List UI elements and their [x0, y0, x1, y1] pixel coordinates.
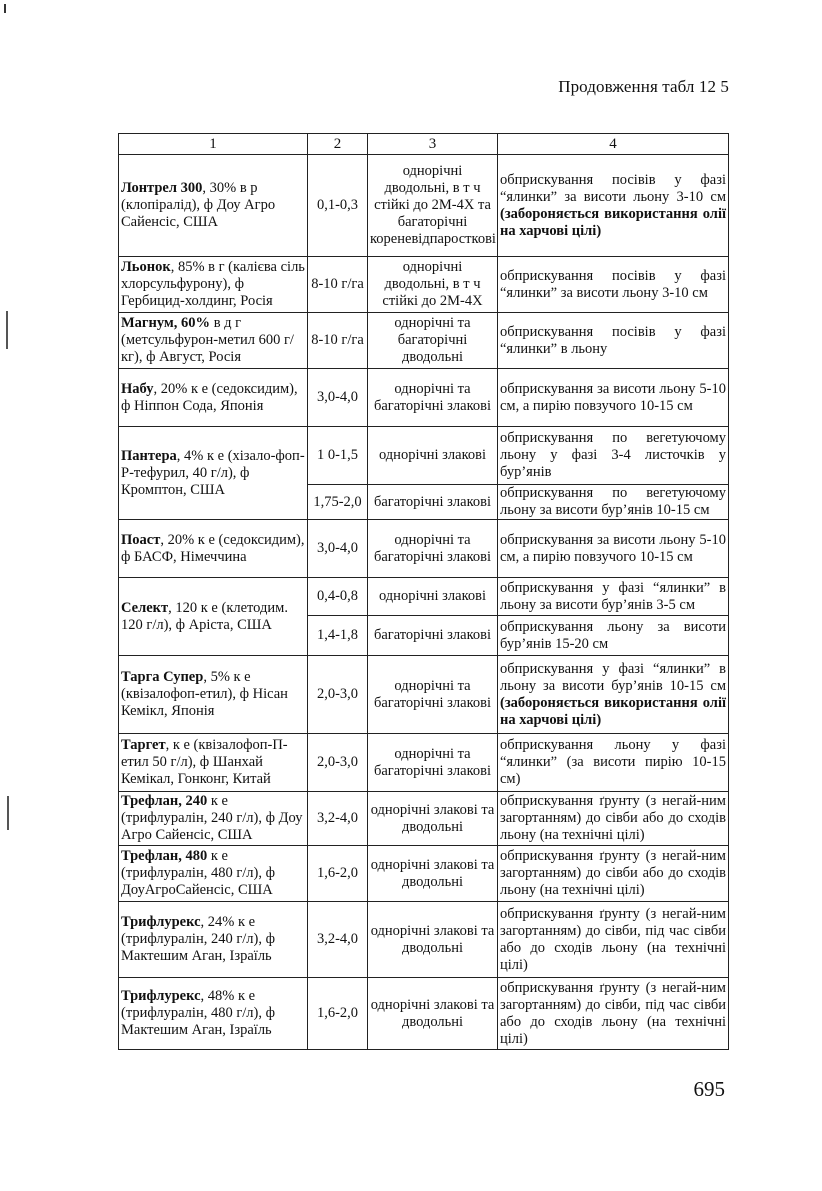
preparation-name: Трефлан, 240 — [121, 793, 208, 809]
table-row — [119, 257, 729, 313]
weeds-cell: однорічні та багаторічні злакові — [368, 734, 498, 792]
dose-cell: 2,0-3,0 — [308, 656, 368, 734]
method-cell — [498, 902, 729, 978]
herbicide-table — [118, 133, 729, 1050]
preparation-name: Лонтрел 300 — [121, 180, 203, 196]
dose-cell: 2,0-3,0 — [308, 734, 368, 792]
method-text: обприскування у фазі “ялинки” в льону за висоти бур’янів 3-5 см — [500, 579, 726, 613]
preparation-details: к е (трифлуралін, 240 г/л), ф Доу Агро Сайенсіс, США — [121, 793, 303, 843]
weeds-cell: однорічні злакові — [368, 578, 498, 616]
preparation-details: , 4% к е (хізало-фоп-Р-тефурил, 40 г/л), ф Кромптон, США — [121, 447, 305, 498]
scan-mark — [6, 311, 8, 349]
method-text: обприскування ґрунту (з негай-ним загортанням) до сівби або до сходів льону (на технічні цілі) — [500, 848, 726, 898]
preparation-details: , 120 к е (клетодим. 120 г/л), ф Аріста, США — [121, 599, 288, 633]
preparation-cell — [119, 427, 308, 520]
preparation-details: , 30% в р (клопіралід), ф Доу Агро Сайенсіс, США — [121, 180, 276, 230]
table-row — [119, 369, 729, 427]
weeds-cell: однорічні та багаторічні злакові — [368, 656, 498, 734]
method-cell — [498, 846, 729, 902]
table-row — [119, 792, 729, 846]
method-cell — [498, 978, 729, 1050]
weeds-cell: однорічні та багаторічні дводольні — [368, 313, 498, 369]
preparation-name: Тарга Супер — [121, 669, 204, 685]
weeds-cell: однорічні дводольні, в т ч стійкі до 2М-4Х — [368, 257, 498, 313]
header-row — [119, 134, 729, 155]
table-row — [119, 578, 729, 616]
preparation-details: , 48% к е (трифлуралін, 480 г/л), ф Мактешим Аган, Ізраїль — [121, 988, 276, 1038]
preparation-name: Трифлурекс — [121, 914, 201, 930]
preparation-cell — [119, 734, 308, 792]
method-text: обприскування за висоти льону 5-10 см, а пирію повзучого 10-15 см — [500, 531, 726, 565]
preparation-name: Трифлурекс — [121, 988, 201, 1004]
weeds-cell: однорічні злакові та дводольні — [368, 978, 498, 1050]
preparation-cell — [119, 792, 308, 846]
method-note: (забороняється використання олії на харчові цілі) — [500, 694, 726, 728]
method-text: обприскування посівів у фазі “ялинки” за висоти льону 3-10 см — [500, 267, 726, 301]
preparation-cell — [119, 978, 308, 1050]
method-note: (забороняється використання олії на харчові цілі) — [500, 205, 726, 239]
preparation-name: Льонок — [121, 259, 171, 275]
method-cell — [498, 792, 729, 846]
dose-cell: 0,4-0,8 — [308, 578, 368, 616]
column-header: 4 — [498, 134, 729, 155]
weeds-cell: однорічні та багаторічні злакові — [368, 520, 498, 578]
table-row — [119, 978, 729, 1050]
preparation-name: Таргет — [121, 737, 166, 753]
table-row — [119, 313, 729, 369]
method-text: обприскування ґрунту (з негай-ним загортанням) до сівби або до сходів льону (на технічні цілі) — [500, 793, 726, 843]
method-cell — [498, 313, 729, 369]
preparation-cell — [119, 656, 308, 734]
table-row — [119, 155, 729, 257]
dose-cell: 3,2-4,0 — [308, 792, 368, 846]
method-cell — [498, 257, 729, 313]
method-text: обприскування льону у фазі “ялинки” (за висоти пирію 10-15 см) — [500, 737, 726, 787]
dose-cell: 3,0-4,0 — [308, 520, 368, 578]
method-cell — [498, 734, 729, 792]
preparation-name: Пантера — [121, 447, 177, 464]
method-cell — [498, 485, 729, 520]
method-text: обприскування за висоти льону 5-10 см, а пирію повзучого 10-15 см — [500, 380, 726, 414]
column-header: 2 — [308, 134, 368, 155]
preparation-details: к е (трифлуралін, 480 г/л), ф ДоуАгроСайенсіс, США — [121, 848, 276, 898]
preparation-name: Набу — [121, 380, 154, 397]
method-text: обприскування посівів у фазі “ялинки” за висоти льону 3-10 см — [500, 171, 726, 205]
method-cell — [498, 520, 729, 578]
method-text: обприскування льону за висоти бур’янів 15-20 см — [500, 618, 726, 652]
weeds-cell: однорічні та багаторічні злакові — [368, 369, 498, 427]
preparation-cell — [119, 846, 308, 902]
preparation-details: , 20% к е (седоксидим), ф БАСФ, Німеччина — [121, 531, 305, 565]
dose-cell: 1,75-2,0 — [308, 485, 368, 520]
preparation-name: Магнум, 60% — [121, 315, 211, 331]
scan-mark — [4, 4, 6, 13]
preparation-name: Трефлан, 480 — [121, 848, 208, 864]
dose-cell: 3,0-4,0 — [308, 369, 368, 427]
method-text: обприскування по вегетуючому льону за висоти бур’янів 10-15 см — [500, 485, 726, 518]
dose-cell: 8-10 г/га — [308, 257, 368, 313]
column-header: 3 — [368, 134, 498, 155]
table-row — [119, 427, 729, 485]
method-text: обприскування по вегетуючому льону у фазі 3-4 листочків у бур’янів — [500, 430, 726, 480]
method-cell — [498, 616, 729, 656]
method-text: обприскування ґрунту (з негай-ним загортанням) до сівби, під час сівби або до сходів льону (на технічні цілі) — [500, 905, 726, 973]
preparation-details: , 5% к е (квізалофоп-етил), ф Нісан Кемікл, Японія — [121, 669, 288, 719]
scan-mark — [7, 796, 9, 830]
method-cell — [498, 155, 729, 257]
weeds-cell: однорічні злакові та дводольні — [368, 792, 498, 846]
weeds-cell: багаторічні злакові — [368, 485, 498, 520]
preparation-details: , 85% в г (калієва сіль хлорсульфурону), ф Гербицид-холдинг, Росія — [121, 259, 305, 309]
table-row — [119, 902, 729, 978]
dose-cell: 1,6-2,0 — [308, 978, 368, 1050]
preparation-cell — [119, 520, 308, 578]
preparation-cell — [119, 578, 308, 656]
dose-cell: 0,1-0,3 — [308, 155, 368, 257]
column-header: 1 — [119, 134, 308, 155]
method-cell — [498, 427, 729, 485]
preparation-cell — [119, 257, 308, 313]
dose-cell: 3,2-4,0 — [308, 902, 368, 978]
preparation-details: в д г (метсульфурон-метил 600 г/кг), ф Август, Росія — [121, 315, 294, 365]
preparation-cell — [119, 313, 308, 369]
preparation-details: , к е (квізалофоп-П-етил 50 г/л), ф Шанхай Кемікал, Гонконг, Китай — [121, 737, 288, 787]
method-cell — [498, 578, 729, 616]
dose-cell: 1,6-2,0 — [308, 846, 368, 902]
method-cell — [498, 656, 729, 734]
weeds-cell: однорічні злакові — [368, 427, 498, 485]
weeds-cell: багаторічні злакові — [368, 616, 498, 656]
method-text: обприскування у фазі “ялинки” в льону за висоти бур’янів 10-15 см — [500, 660, 726, 694]
method-cell — [498, 369, 729, 427]
dose-cell: 1,4-1,8 — [308, 616, 368, 656]
preparation-cell — [119, 369, 308, 427]
weeds-cell: однорічні злакові та дводольні — [368, 902, 498, 978]
method-text: обприскування посівів у фазі “ялинки” в льону — [500, 323, 726, 357]
dose-cell: 8-10 г/га — [308, 313, 368, 369]
preparation-name: Поаст — [121, 531, 161, 548]
method-text: обприскування ґрунту (з негай-ним загортанням) до сівби, під час сівби або до сходів льону (на технічні цілі) — [500, 979, 726, 1047]
table-row — [119, 734, 729, 792]
table-continuation-caption: Продовження табл 12 5 — [558, 77, 729, 96]
weeds-cell: однорічні злакові та дводольні — [368, 846, 498, 902]
dose-cell: 1 0-1,5 — [308, 427, 368, 485]
table-row — [119, 520, 729, 578]
preparation-name: Селект — [121, 599, 169, 616]
preparation-cell — [119, 155, 308, 257]
table-row — [119, 656, 729, 734]
table-row — [119, 846, 729, 902]
table-body — [119, 155, 729, 1050]
preparation-details: , 20% к е (седоксидим), ф Ніппон Сода, Японія — [121, 380, 298, 414]
preparation-cell — [119, 902, 308, 978]
preparation-details: , 24% к е (трифлуралін, 240 г/л), ф Мактешим Аган, Ізраїль — [121, 914, 276, 964]
weeds-cell: однорічні дводольні, в т ч стійкі до 2М-4Х та багаторічні кореневідпаросткові — [368, 155, 498, 257]
page-number: 695 — [693, 1077, 725, 1101]
